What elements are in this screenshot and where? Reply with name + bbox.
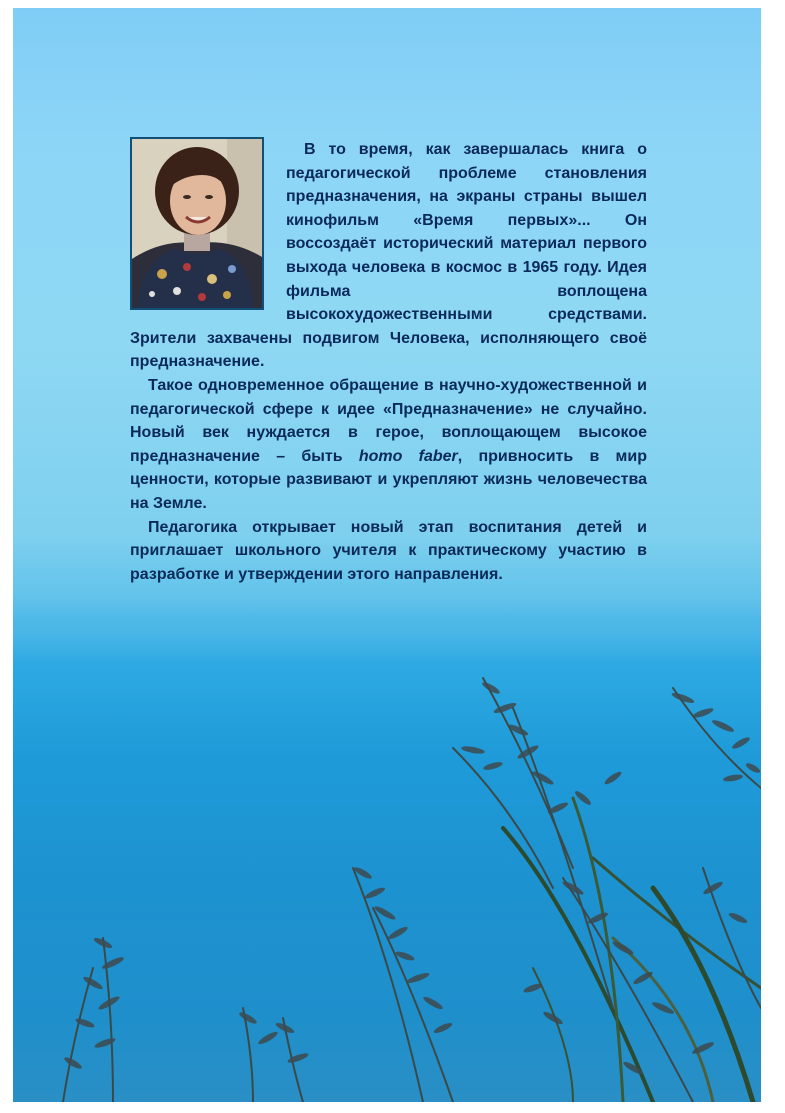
paragraph-2-text: Такое одновременное обращение в научно-художественной и педагогической сфере к идее «Предназначение» не случайно. Новый век нуждается в герое, воплощающем высокое предназначение – быть bbox=[130, 376, 647, 465]
portrait-spacer bbox=[130, 138, 264, 316]
paragraph-2 bbox=[130, 374, 647, 516]
cover-text bbox=[130, 138, 647, 586]
paragraph-3-text: Педагогика открывает новый этап воспитания детей и приглашает школьного учителя к практическому участию в разработке и утверждении этого направления. bbox=[130, 518, 647, 583]
paragraph-3 bbox=[130, 516, 647, 587]
paragraph-2-tail: , привносить в мир ценности, которые развивают и укрепляют жизнь человечества на Земле. bbox=[130, 447, 648, 512]
paragraph-1-text: В то время, как завершалась книга о педагогической проблеме становления предназначения, на экраны страны вышел кинофильм «Время первых»... Он воссоздаёт исторический материал первого выхода человека в космос в 1965 году. Идея фильма воплощена высокохудожественными средствами. Зрители захвачены подвигом Человека, исполняющего своё предназначение. bbox=[130, 141, 647, 371]
paragraph-2-italic: homo faber bbox=[358, 447, 458, 465]
book-back-cover bbox=[13, 8, 761, 1102]
